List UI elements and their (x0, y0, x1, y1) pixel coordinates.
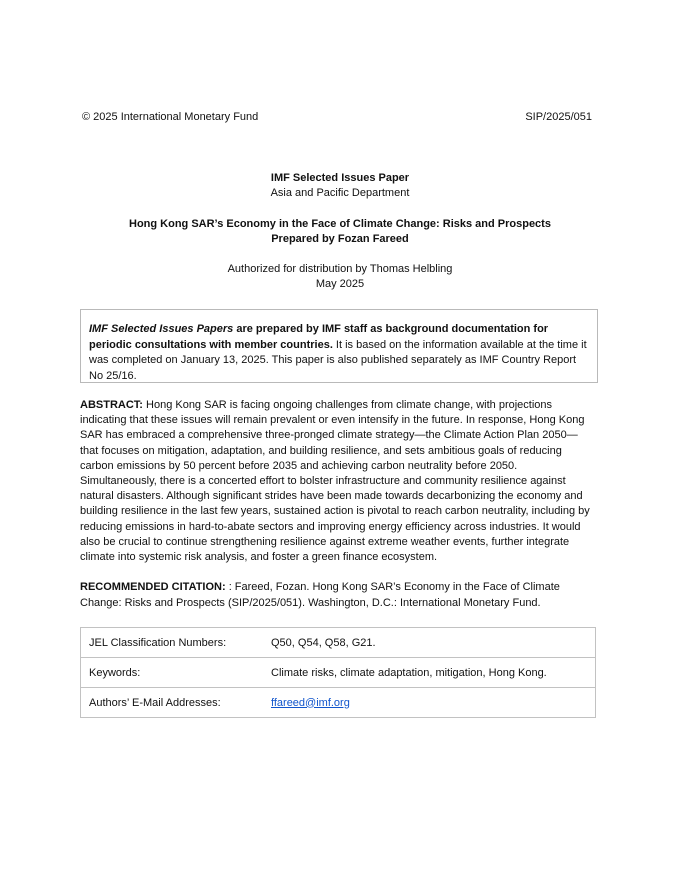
authorization-block (0, 262, 680, 292)
abstract-label: ABSTRACT: (80, 399, 143, 411)
series-block (0, 171, 680, 201)
jel-value: Q50, Q54, Q58, G21. (263, 628, 596, 658)
keywords-label: Keywords: (81, 658, 264, 688)
abstract-section (80, 398, 595, 565)
keywords-value: Climate risks, climate adaptation, mitigation, Hong Kong. (263, 658, 596, 688)
citation-text: : Fareed, Fozan. Hong Kong SAR’s Economy in the Face of Climate Change: Risks and Prospects (SIP/2025/051). Washington, D.C.: International Monetary Fund. (80, 581, 560, 609)
email-label: Authors’ E-Mail Addresses: (81, 688, 264, 718)
author-email-link[interactable]: ffareed@imf.org (271, 696, 350, 709)
copyright-notice: © 2025 International Monetary Fund (82, 111, 259, 123)
citation-section (80, 580, 595, 611)
authorized-by: Authorized for distribution by Thomas Helbling (227, 263, 453, 275)
publication-date: May 2025 (315, 278, 365, 290)
paper-id: SIP/2025/051 (525, 111, 592, 123)
department-name: Asia and Pacific Department (270, 187, 410, 199)
table-row (81, 658, 596, 688)
disclaimer-text: It is based on the information available at the time it was completed on January 13, 2025. This paper is also published separately as IMF Country Report No 25/16. (89, 338, 587, 382)
disclaimer-bold-text: are prepared by IMF staff as background documentation for periodic consultations with member countries. (89, 323, 549, 351)
info-table (80, 627, 596, 718)
author-line: Prepared by Fozan Fareed (271, 233, 409, 245)
page-header (82, 111, 592, 124)
series-title: IMF Selected Issues Paper (270, 172, 410, 184)
disclaimer-series-name: IMF Selected Issues Papers (89, 323, 234, 335)
paper-title: Hong Kong SAR’s Economy in the Face of Climate Change: Risks and Prospects (129, 218, 551, 230)
disclaimer-box (80, 309, 598, 383)
title-block (0, 217, 680, 247)
abstract-text: Hong Kong SAR is facing ongoing challenges from climate change, with projections indicating that these issues will remain prevalent or even intensify in the future. In response, Hong Kong SAR has embraced a comprehensive three-pronged climate strategy—the Climate Action Plan 2050—that focuses on mitigation, adaptation, and building resilience, and sets ambitious goals of reducing carbon emissions by 50 percent before 2035 and achieving carbon neutrality before 2050. Simultaneously, there is a concerted effort to bolster infrastructure and community resilience against natural disasters. Although significant strides have been made towards decarbonizing the economy and building resilience in the last few years, sustained action is pivotal to reach carbon neutrality, including by reducing emissions in hard-to-abate sectors and improving energy efficiency across industries. It would also be crucial to continue strengthening resilience against extreme weather events, further integrate climate into systemic risk analysis, and foster a green finance ecosystem. (80, 399, 590, 564)
citation-label: RECOMMENDED CITATION: (80, 581, 226, 593)
table-row (81, 688, 596, 718)
email-cell (263, 688, 596, 718)
jel-label: JEL Classification Numbers: (81, 628, 264, 658)
table-row (81, 628, 596, 658)
